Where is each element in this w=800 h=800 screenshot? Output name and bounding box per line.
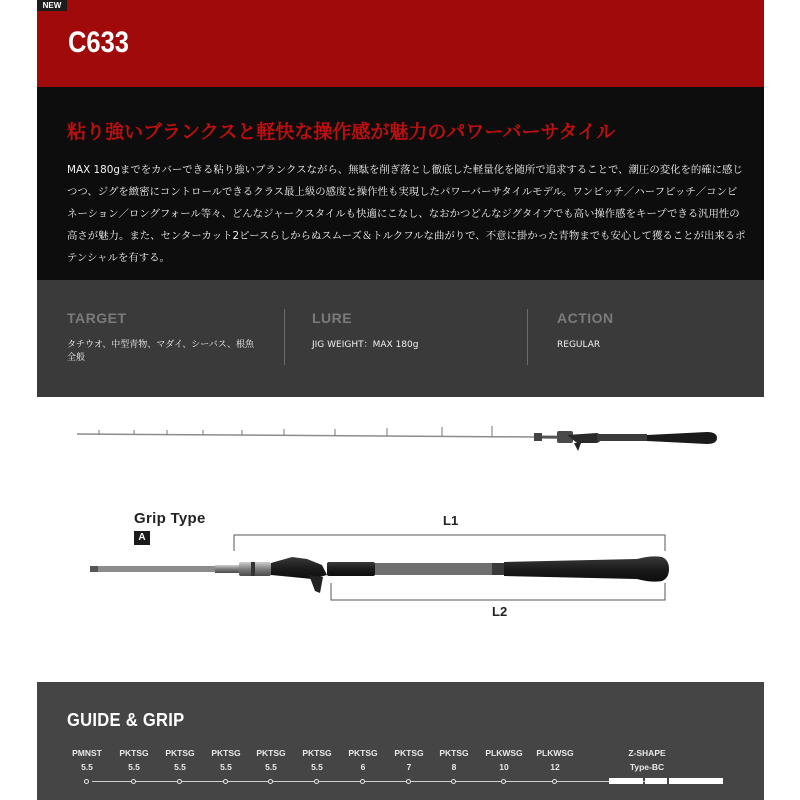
guide-item: PKTSG 5.5: [211, 748, 241, 772]
guide-item: PKTSG 5.5: [302, 748, 332, 772]
rod-illustration-area: [37, 397, 764, 682]
grip-type-label: Grip Type: [134, 510, 206, 527]
description-body: MAX 180gまでをカバーできる粘り強いブランクスながら、無駄を削ぎ落とし徹底した軽量化を随所で追求することで、潮圧の変化を的確に感じつつ、ジグを緻密にコントロールできるクラス最上級の感度と操作性も実現したパワーバーサタイルモデル。ワンピッチ／ハーフピッチ／コンビネーション／ロングフォール等々、どんなジャークスタイルも快適にこなし、なおかつどんなジグタイプでも高い操作感をキープできる汎用性の高さが魅力。また、センターカット2ピースらしからぬスムーズ＆トルクフルな曲がりで、不意に掛かった青物までも安心して獲ることが出来るポテンシャルを有する。: [67, 164, 746, 264]
guide-dot: [84, 779, 89, 784]
spec-divider: [284, 309, 285, 365]
guide-dot: [131, 779, 136, 784]
new-badge: NEW: [37, 0, 67, 11]
grip-segment: [669, 778, 723, 784]
description-section: [37, 87, 764, 280]
guide-grip-title: GUIDE & GRIP: [67, 710, 185, 730]
spec-action-label: ACTION: [557, 310, 614, 326]
guide-line: [92, 781, 652, 782]
grip-closeup-image: [37, 397, 764, 682]
guide-item: PLKWSG 10: [485, 748, 523, 772]
spec-lure: [312, 310, 512, 352]
guide-item: PKTSG 5.5: [119, 748, 149, 772]
guide-item: PKTSG 8: [439, 748, 469, 772]
spec-action-value: REGULAR: [557, 340, 601, 350]
guide-dot: [223, 779, 228, 784]
spec-target: [67, 310, 267, 365]
guide-dot: [501, 779, 506, 784]
guide-dot: [451, 779, 456, 784]
l1-label: L1: [443, 513, 459, 528]
guide-item: PMNST 5.5: [72, 748, 102, 772]
grip-segment: [645, 778, 667, 784]
guide-dot: [552, 779, 557, 784]
spec-target-value: タチウオ、中型青物、マダイ、シーバス、根魚全般: [67, 340, 255, 363]
guide-dot: [177, 779, 182, 784]
spec-lure-value: JIG WEIGHT：MAX 180g: [312, 340, 419, 350]
spec-divider: [527, 309, 528, 365]
grip-type-badge: A: [134, 531, 150, 545]
grip-segment: [609, 778, 643, 784]
spec-action: [557, 310, 737, 352]
l2-label: L2: [492, 604, 508, 619]
guide-dot: [314, 779, 319, 784]
header-banner: [37, 0, 764, 87]
spec-section: [37, 280, 764, 397]
guide-dot: [360, 779, 365, 784]
guide-grip-section: [37, 682, 764, 800]
spec-target-label: TARGET: [67, 310, 127, 326]
guide-dot: [406, 779, 411, 784]
spec-lure-label: LURE: [312, 310, 353, 326]
guide-dot: [268, 779, 273, 784]
guide-item: PLKWSG 12: [536, 748, 574, 772]
guide-item: PKTSG 7: [394, 748, 424, 772]
grip-item: Z-SHAPE Type-BC: [628, 748, 666, 772]
headline: 粘り強いブランクスと軽快な操作感が魅力のパワーバーサタイル: [67, 121, 616, 143]
guide-item: PKTSG 6: [348, 748, 378, 772]
model-title: C633: [68, 26, 129, 59]
guide-item: PKTSG 5.5: [256, 748, 286, 772]
guide-item: PKTSG 5.5: [165, 748, 195, 772]
